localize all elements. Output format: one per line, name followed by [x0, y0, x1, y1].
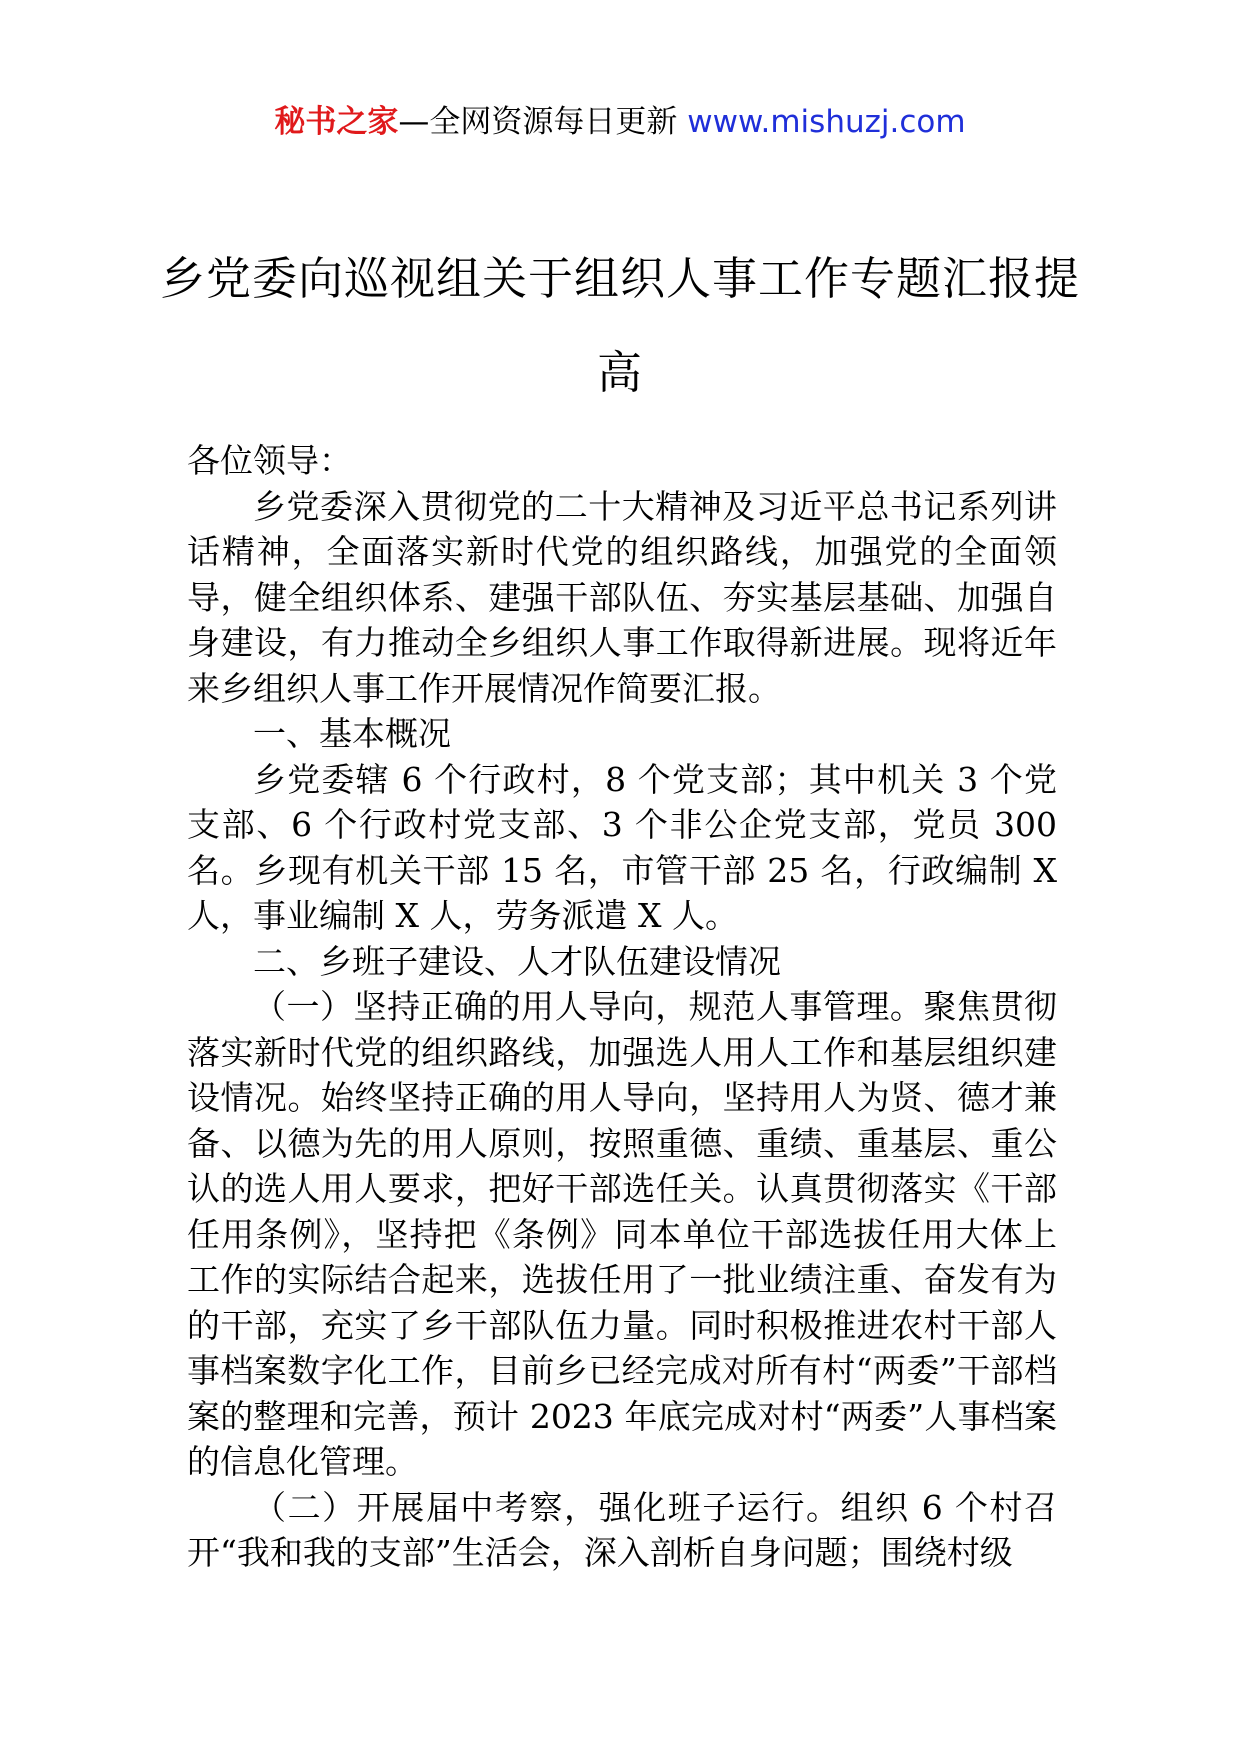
- greeting: 各位领导：: [187, 441, 352, 480]
- document-body: [187, 438, 1057, 1576]
- section-heading-team-building: 二、乡班子建设、人才队伍建设情况: [253, 941, 781, 981]
- site-url[interactable]: www.mishuzj.com: [687, 104, 966, 140]
- document-title: 乡党委向巡视组关于组织人事工作专题汇报提高: [159, 252, 1080, 399]
- brand-name: 秘书之家: [274, 104, 399, 140]
- overview-paragraph: 乡党委辖 6 个行政村，8 个党支部；其中机关 3 个党支部、6 个行政村党支部、3 个非公企党支部，党员 300 名。乡现有机关干部 15 名，市管干部 25 名，行政编制 X 人，事业编制 X 人，劳务派遣 X 人。: [187, 759, 1057, 935]
- subsection-paragraph-2: （二）开展届中考察，强化班子运行。组织 6 个村召开“我和我的支部”生活会，深入剖析自身问题；围绕村级: [187, 1487, 1057, 1572]
- header-slogan: —全网资源每日更新: [398, 104, 688, 140]
- subsection-paragraph-1: （一）坚持正确的用人导向，规范人事管理。聚焦贯彻落实新时代党的组织路线，加强选人用人工作和基层组织建设情况。始终坚持正确的用人导向，坚持用人为贤、德才兼备、以德为先的用人原则，按照重德、重绩、重基层、重公认的选人用人要求，把好干部选任关。认真贯彻落实《干部任用条例》，坚持把《条例》同本单位干部选拔任用大体上工作的实际结合起来，选拔任用了一批业绩注重、奋发有为的干部，充实了乡干部队伍力量。同时积极推进农村干部人事档案数字化工作，目前乡已经完成对所有村“两委”干部档案的整理和完善，预计 2023 年底完成对村“两委”人事档案的信息化管理。: [187, 987, 1057, 1481]
- section-heading-overview: 一、基本概况: [253, 714, 451, 753]
- intro-paragraph: 乡党委深入贯彻党的二十大精神及习近平总书记系列讲话精神，全面落实新时代党的组织路线，加强党的全面领导，健全组织体系、建强干部队伍、夯实基层基础、加强自身建设，有力推动全乡组织人事工作取得新进展。现将近年来乡组织人事工作开展情况作简要汇报。: [187, 486, 1057, 708]
- site-header: [0, 100, 1240, 144]
